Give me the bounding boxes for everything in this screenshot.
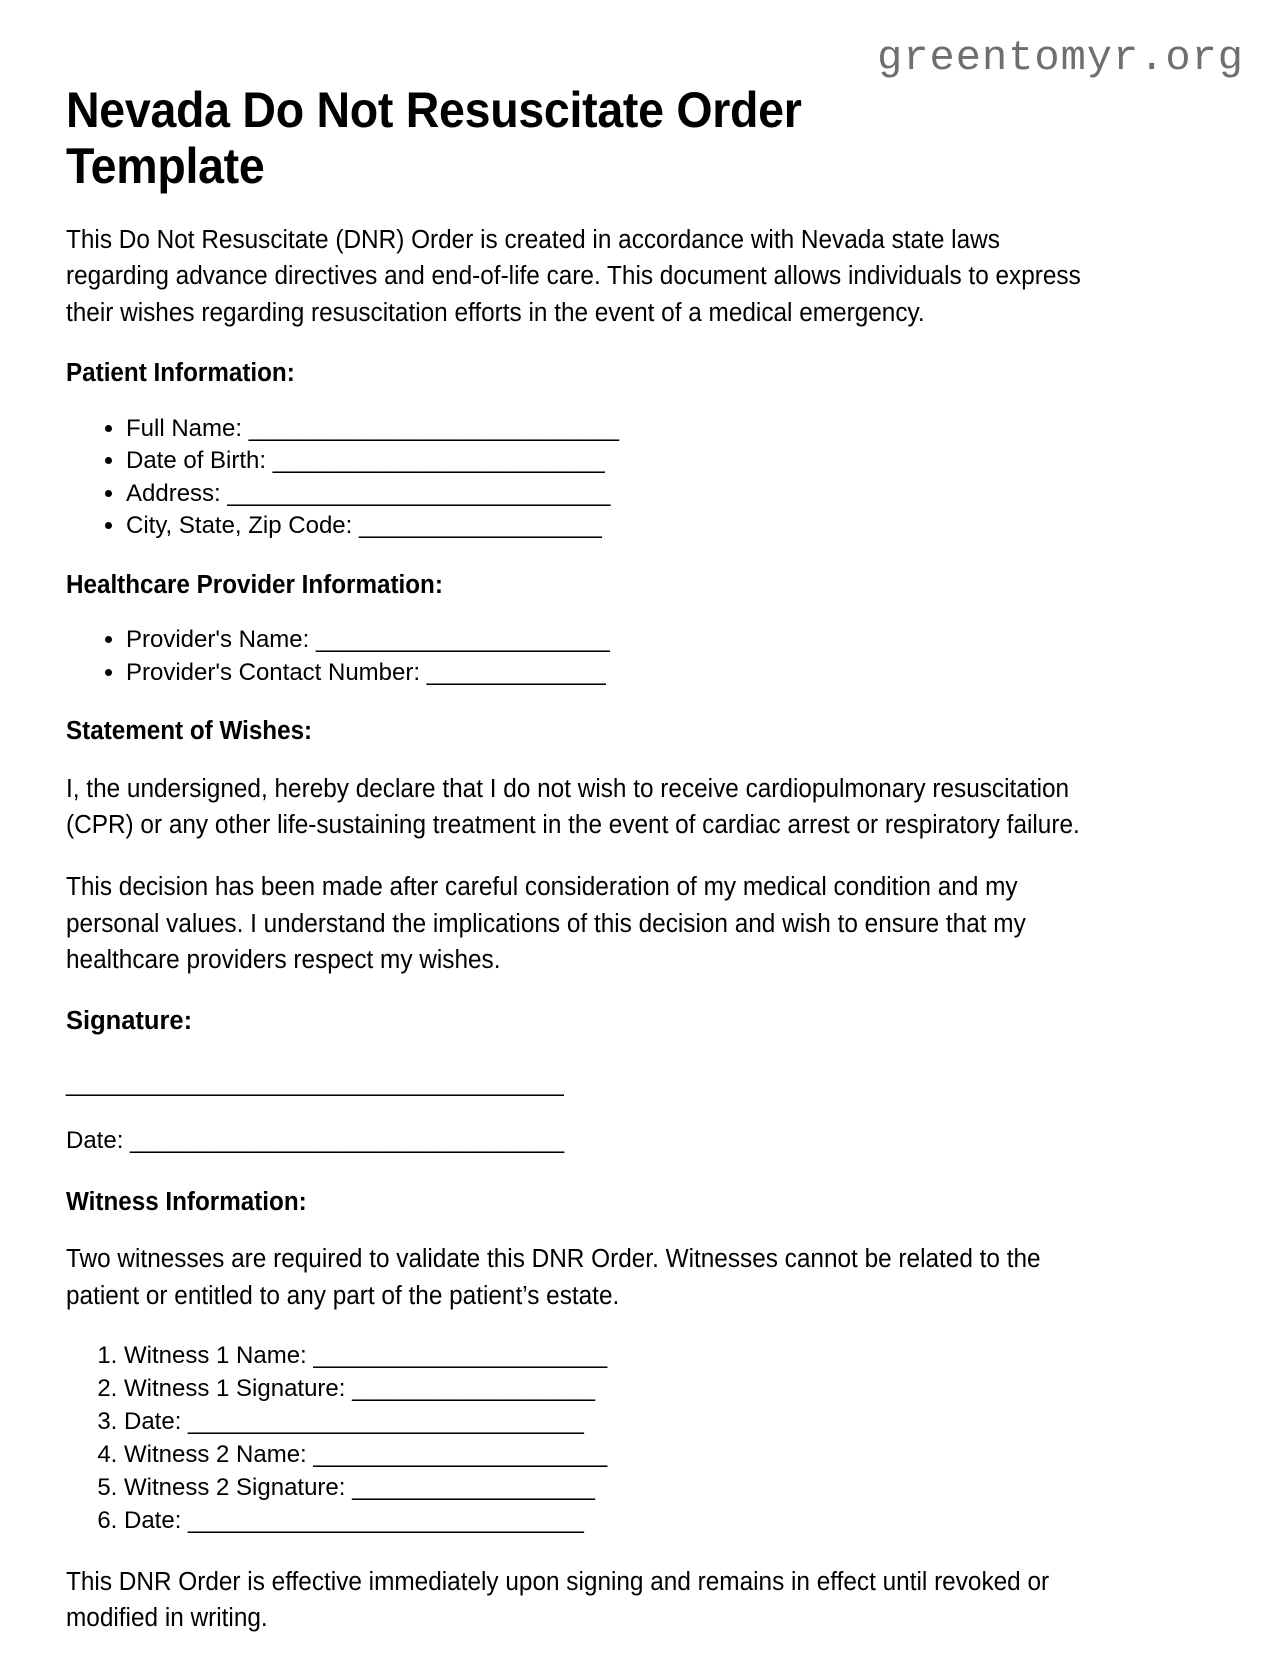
date-blank[interactable]: __________________________________ [130, 1127, 564, 1155]
patient-field-list [66, 413, 1146, 544]
field-label: Witness 2 Signature: [124, 1473, 346, 1501]
list-item [126, 445, 1146, 478]
field-label: Full Name: [126, 414, 243, 442]
field-blank[interactable]: ______________ [426, 658, 606, 686]
field-blank[interactable]: _______________________ [313, 1342, 607, 1370]
provider-field-list [66, 624, 1146, 689]
provider-information-heading: Healthcare Provider Information: [66, 571, 443, 599]
date-label: Date: [66, 1127, 124, 1155]
list-item [126, 657, 1146, 690]
list-item [124, 1505, 1146, 1538]
list-item [124, 1373, 1146, 1406]
field-blank[interactable]: ______________________________ [227, 479, 610, 507]
field-label: Provider's Contact Number: [126, 658, 421, 686]
list-item [126, 413, 1146, 446]
field-label: Date: [124, 1506, 182, 1534]
field-blank[interactable]: __________________________ [272, 447, 605, 475]
field-label: Date of Birth: [126, 447, 267, 475]
field-blank[interactable]: _______________________________ [188, 1408, 584, 1436]
field-label: Witness 1 Signature: [124, 1375, 346, 1403]
intro-paragraph: This Do Not Resuscitate (DNR) Order is created in accordance with Nevada state laws regarding advance directives and end-of-life care. This document allows individuals to express their wishes regarding resuscitation efforts in the event of a medical emergency. [66, 226, 1081, 327]
closing-paragraph: This DNR Order is effective immediately upon signing and remains in effect until revoked or modified in writing. [66, 1567, 1050, 1633]
field-label: Address: [126, 479, 221, 507]
patient-information-heading: Patient Information: [66, 359, 295, 388]
list-item [124, 1439, 1146, 1472]
field-blank[interactable]: _______________________ [313, 1440, 607, 1468]
site-watermark: greentomyr.org [877, 34, 1244, 82]
witness-paragraph: Two witnesses are required to validate this DNR Order. Witnesses cannot be related to the patient or entitled to any part of the patient’s estate. [66, 1245, 1041, 1310]
page-title: Nevada Do Not Resuscitate Order Template [66, 82, 802, 194]
field-label: Witness 2 Name: [124, 1440, 307, 1468]
witness-information-heading: Witness Information: [66, 1188, 307, 1217]
field-label: City, State, Zip Code: [126, 512, 353, 540]
document-content [66, 82, 1146, 1659]
field-label: Witness 1 Name: [124, 1342, 307, 1370]
wishes-paragraph-1: I, the undersigned, hereby declare that I do not wish to receive cardiopulmonary resuscitation (CPR) or any other life-sustaining treatment in the event of cardiac arrest or respiratory failure. [66, 774, 1080, 839]
list-item [124, 1340, 1146, 1373]
list-item [124, 1406, 1146, 1439]
list-item [124, 1472, 1146, 1505]
signature-date-line [66, 1125, 1146, 1156]
field-blank[interactable]: ___________________ [352, 1375, 595, 1403]
field-blank[interactable]: _______________________ [315, 626, 610, 654]
field-label: Date: [124, 1408, 182, 1436]
list-item [126, 624, 1146, 657]
list-item [126, 478, 1146, 511]
signature-heading: Signature: [66, 1006, 193, 1035]
field-blank[interactable]: _______________________________ [188, 1506, 584, 1534]
field-blank[interactable]: _____________________________ [248, 414, 619, 442]
signature-blank-line[interactable]: _______________________________________ [66, 1069, 564, 1097]
witness-field-list [66, 1340, 1146, 1537]
wishes-paragraph-2: This decision has been made after careful consideration of my medical condition and my personal values. I understand the implications of this decision and wish to ensure that my healthcare providers respect my wishes. [66, 873, 1026, 975]
field-blank[interactable]: ___________________ [358, 512, 602, 540]
list-item [126, 510, 1146, 543]
statement-of-wishes-heading: Statement of Wishes: [66, 717, 313, 746]
field-blank[interactable]: ___________________ [352, 1473, 595, 1501]
field-label: Provider's Name: [126, 626, 310, 654]
